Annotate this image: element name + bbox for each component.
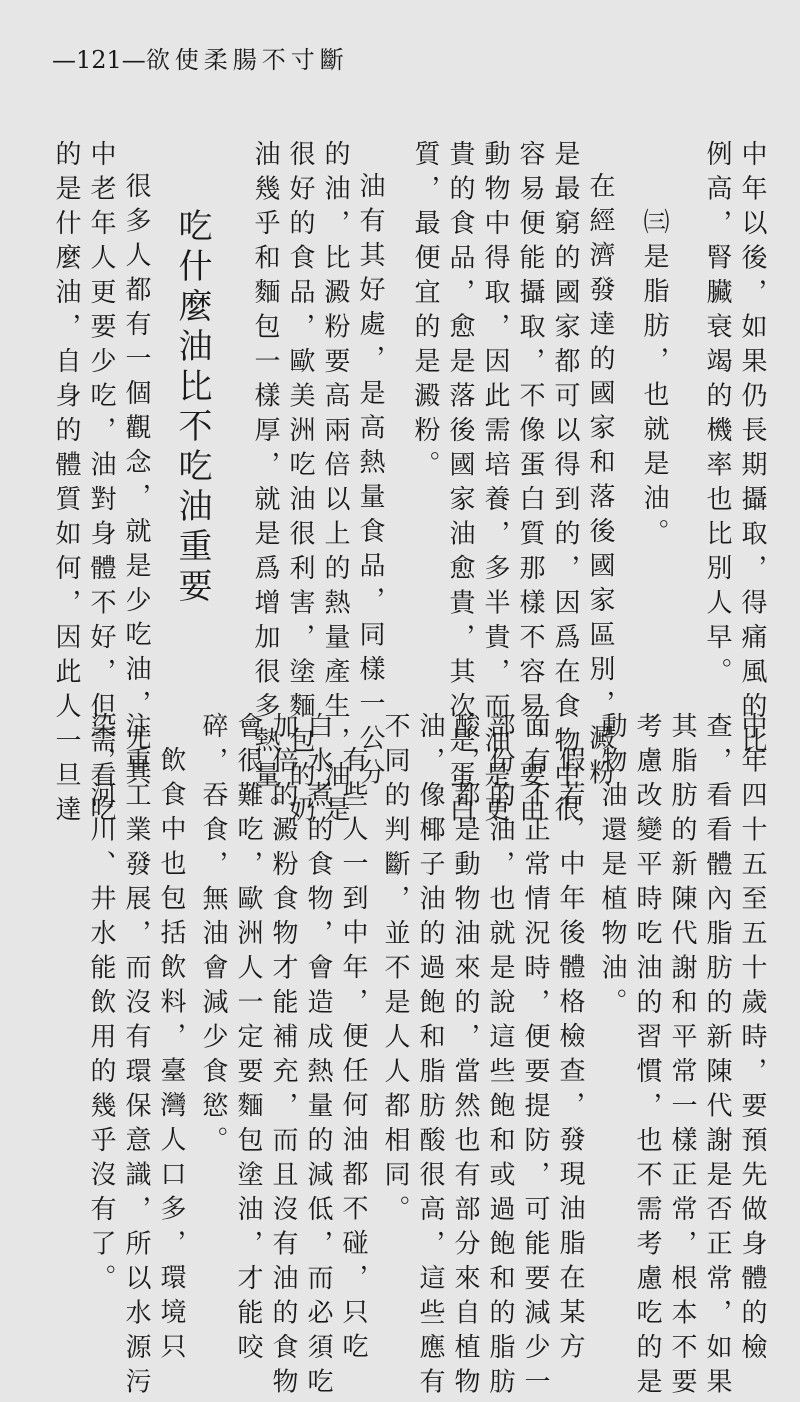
section-heading: 吃什麼油比不吃油重要 [172, 208, 212, 608]
text-column: 注重工業發展，而沒有環保意識，所以水源污 [121, 712, 151, 1402]
text-column: 油，像椰子油的過飽和脂肪酸很高，這些應有 [415, 712, 445, 1402]
page-number: —121— [52, 46, 146, 74]
text-column: 假若，中年後體格檢查，發現油脂在某方 [555, 746, 585, 1367]
text-column: 加倍的澱粉食物才能補充，而且沒有油的食物 [268, 712, 298, 1402]
text-column: 飲食中也包括飲料，臺灣人口多，環境只 [156, 746, 186, 1367]
text-column: ㈢是脂肪，也就是油。 [639, 208, 669, 553]
text-column: 貴的食品，愈是落後國家油愈貴，其次是蛋白 [445, 140, 475, 830]
text-column: 不同的判斷，並不是人人都相同。 [380, 712, 410, 1230]
text-column: 在經濟發達的國家和落後國家區別，澱粉 [585, 172, 615, 793]
text-column: 白水煮的食物，會造成熱量的減低，而必須吃 [303, 712, 333, 1402]
text-column: 質，最便宜的是澱粉。 [410, 140, 440, 485]
text-column: 查，看看體內脂肪的新陳代謝是否正常，如果 [702, 712, 732, 1402]
text-column: 油有其好處，是高熱量食品，同樣一公分 [355, 172, 385, 793]
text-column: 會很難吃，歐洲人一定要麵包塗油，才能咬 [233, 712, 263, 1368]
text-column: 染，河川、井水能飲用的幾乎沒有了。 [86, 712, 116, 1299]
text-column: 考慮改變平時吃油的習慣，也不需考慮吃的是 [632, 712, 662, 1402]
text-column: 的油，比澱粉要高兩倍以上的熱量產生，油是 [320, 140, 350, 830]
text-column: 有些人一到中年，便任何油都不碰，只吃 [338, 746, 368, 1367]
text-column: 酸，都是動物油來的，當然也有部分來自植物 [450, 712, 480, 1402]
text-column: 的是什麼油，自身的體質如何，因此人一旦達 [51, 140, 81, 830]
text-column: 動物油還是植物油。 [597, 712, 627, 1023]
text-column: 部份的油，也就是說這些飽和或過飽和的脂肪 [485, 712, 515, 1402]
text-column: 容易便能攝取，不像蛋白質那樣不容易，要由 [515, 140, 545, 830]
text-column: 碎，吞食，無油會減少食慾。 [198, 712, 228, 1161]
page-header [52, 40, 349, 75]
text-column: 很多人都有一個觀念，就是少吃油，尤其 [121, 172, 151, 793]
text-column: 很好的食品，歐美洲吃油很利害，塗麵包的奶 [285, 140, 315, 830]
text-column: 動物中得取，因此需培養，多半貴，而油是更 [480, 140, 510, 830]
text-column: 其脂肪的新陳代謝和平常一樣正常，根本不要 [667, 712, 697, 1402]
running-title: 欲使柔腸不寸斷 [145, 46, 349, 74]
text-column: 中老年人更要少吃，油對身體不好，但需看吃 [86, 140, 116, 830]
text-column: 中年四十五至五十歲時，要預先做身體的檢 [737, 712, 767, 1368]
text-column: 中年以後，如果仍長期攝取，得痛風的比 [737, 140, 767, 761]
text-column: 是最窮的國家都可以得到的，因爲在食物中很 [550, 140, 580, 830]
text-column: 油幾乎和麵包一樣厚，就是爲增加很多熱量。 [250, 140, 280, 830]
text-column: 例高，腎臟衰竭的機率也比別人早。 [702, 140, 732, 692]
text-column: 面有不正常情況時，便要提防，可能要減少一 [520, 712, 550, 1402]
